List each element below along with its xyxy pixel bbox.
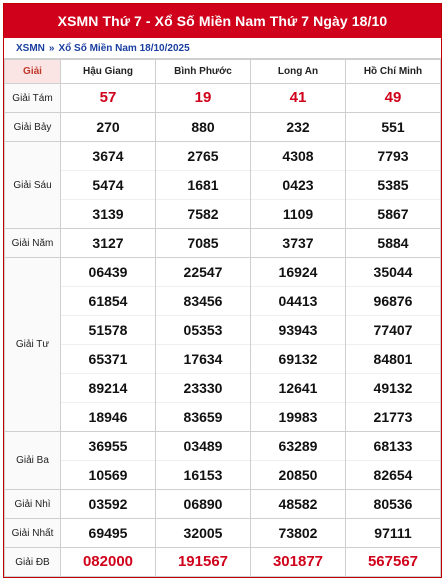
prize-number: 51578 [61,315,155,344]
prize-number-cell [251,142,346,229]
prize-label: Giải Ba [5,432,61,490]
table-row [5,113,441,142]
prize-number: 36955 [88,438,128,454]
province-header[interactable]: Long An [251,60,346,84]
prize-number-cell [346,432,441,490]
prize-number: 7582 [156,199,250,228]
prize-number: 03592 [88,496,128,512]
prize-number: 68133 [373,438,413,454]
prize-number-cell [346,490,441,519]
prize-number: 0423 [251,170,345,199]
prize-number-cell [251,113,346,142]
prize-column-header: Giải [5,60,61,84]
prize-number: 5385 [346,170,440,199]
table-row [5,548,441,577]
prize-number-cell [251,258,346,432]
prize-number: 5867 [346,199,440,228]
prize-number-cell [61,519,156,548]
table-row [5,84,441,113]
prize-number: 3737 [282,235,314,251]
prize-number: 80536 [373,496,413,512]
prize-number: 551 [381,119,405,135]
prize-number: 19983 [251,402,345,431]
prize-number-cell [346,519,441,548]
prize-number-cell [61,258,156,432]
prize-label: Giải Tư [5,258,61,432]
prize-number: 48582 [278,496,318,512]
prize-number: 04413 [251,286,345,315]
prize-number: 69132 [251,344,345,373]
breadcrumb [4,38,441,59]
prize-number: 880 [191,119,215,135]
province-header[interactable]: Hậu Giang [61,60,156,84]
prize-number: 97111 [374,525,412,541]
prize-number: 03489 [183,438,223,454]
prize-number-cell [61,113,156,142]
prize-number: 1681 [156,170,250,199]
prize-number-cell [156,113,251,142]
province-header[interactable]: Hồ Chí Minh [346,60,441,84]
prize-number: 3127 [92,235,124,251]
table-row [5,229,441,258]
prize-number-cell [156,548,251,577]
prize-number: 17634 [156,344,250,373]
prize-number: 2765 [187,148,219,164]
prize-number: 96876 [346,286,440,315]
prize-number-cell [251,490,346,519]
prize-number: 10569 [61,460,155,489]
breadcrumb-current-link[interactable]: Xổ Số Miền Nam 18/10/2025 [58,42,190,54]
prize-number-cell [346,113,441,142]
prize-number: 41 [289,89,307,106]
prize-number: 567567 [367,553,419,570]
prize-number: 19 [194,89,212,106]
prize-number: 20850 [251,460,345,489]
prize-label: Giải Nhì [5,490,61,519]
prize-number: 89214 [61,373,155,402]
prize-label: Giải Nhất [5,519,61,548]
prize-number: 93943 [251,315,345,344]
prize-number: 5474 [61,170,155,199]
prize-number: 270 [96,119,120,135]
breadcrumb-separator: » [48,42,55,54]
prize-number-cell [346,84,441,113]
prize-number-cell [251,84,346,113]
breadcrumb-home-link[interactable]: XSMN [16,42,45,54]
table-row [5,432,441,490]
prize-number: 35044 [373,264,413,280]
prize-number: 5884 [377,235,409,251]
prize-label: Giải Tám [5,84,61,113]
prize-number: 232 [286,119,310,135]
table-row [5,519,441,548]
prize-number-cell [156,519,251,548]
prize-number: 16924 [278,264,318,280]
table-row [5,258,441,432]
prize-number: 49132 [346,373,440,402]
prize-number: 22547 [183,264,223,280]
page-title: XSMN Thứ 7 - Xổ Số Miền Nam Thứ 7 Ngày 18/10 [4,4,441,38]
prize-number: 3139 [61,199,155,228]
prize-number: 16153 [156,460,250,489]
prize-number: 191567 [177,553,229,570]
prize-number: 83659 [156,402,250,431]
prize-number: 12641 [251,373,345,402]
prize-number: 05353 [156,315,250,344]
prize-number: 82654 [346,460,440,489]
prize-number-cell [346,548,441,577]
prize-number-cell [156,229,251,258]
prize-number: 3674 [92,148,124,164]
prize-number: 1109 [251,199,345,228]
prize-number: 7793 [377,148,409,164]
prize-number: 73802 [278,525,318,541]
prize-number: 18946 [61,402,155,431]
prize-number: 06890 [183,496,223,512]
prize-number: 57 [99,89,117,106]
prize-number-cell [156,84,251,113]
prize-number-cell [346,229,441,258]
prize-number-cell [156,142,251,229]
prize-number: 32005 [183,525,223,541]
prize-number: 7085 [187,235,219,251]
prize-number: 63289 [278,438,318,454]
prize-label: Giải Năm [5,229,61,258]
prize-number-cell [61,548,156,577]
table-header-row [5,60,441,84]
prize-number: 23330 [156,373,250,402]
prize-number: 082000 [82,553,134,570]
prize-number: 301877 [272,553,324,570]
prize-label: Giải Sáu [5,142,61,229]
prize-number-cell [61,142,156,229]
prize-label: Giải Bảy [5,113,61,142]
table-row [5,142,441,229]
province-header[interactable]: Bình Phước [156,60,251,84]
prize-number-cell [156,258,251,432]
prize-number: 83456 [156,286,250,315]
prize-number-cell [251,229,346,258]
prize-number-cell [61,490,156,519]
prize-number: 4308 [282,148,314,164]
results-body [5,84,441,577]
prize-number: 21773 [346,402,440,431]
prize-number: 84801 [346,344,440,373]
prize-number: 69495 [88,525,128,541]
prize-number: 77407 [346,315,440,344]
prize-number-cell [346,258,441,432]
prize-number-cell [251,548,346,577]
results-table [4,59,441,577]
prize-number: 65371 [61,344,155,373]
prize-number-cell [346,142,441,229]
prize-number: 06439 [88,264,128,280]
table-row [5,490,441,519]
prize-number-cell [251,519,346,548]
prize-number: 49 [384,89,402,106]
prize-number-cell [61,432,156,490]
prize-label: Giải ĐB [5,548,61,577]
prize-number-cell [156,490,251,519]
prize-number-cell [251,432,346,490]
results-panel [3,3,442,578]
prize-number-cell [61,84,156,113]
prize-number: 61854 [61,286,155,315]
prize-number-cell [61,229,156,258]
prize-number-cell [156,432,251,490]
